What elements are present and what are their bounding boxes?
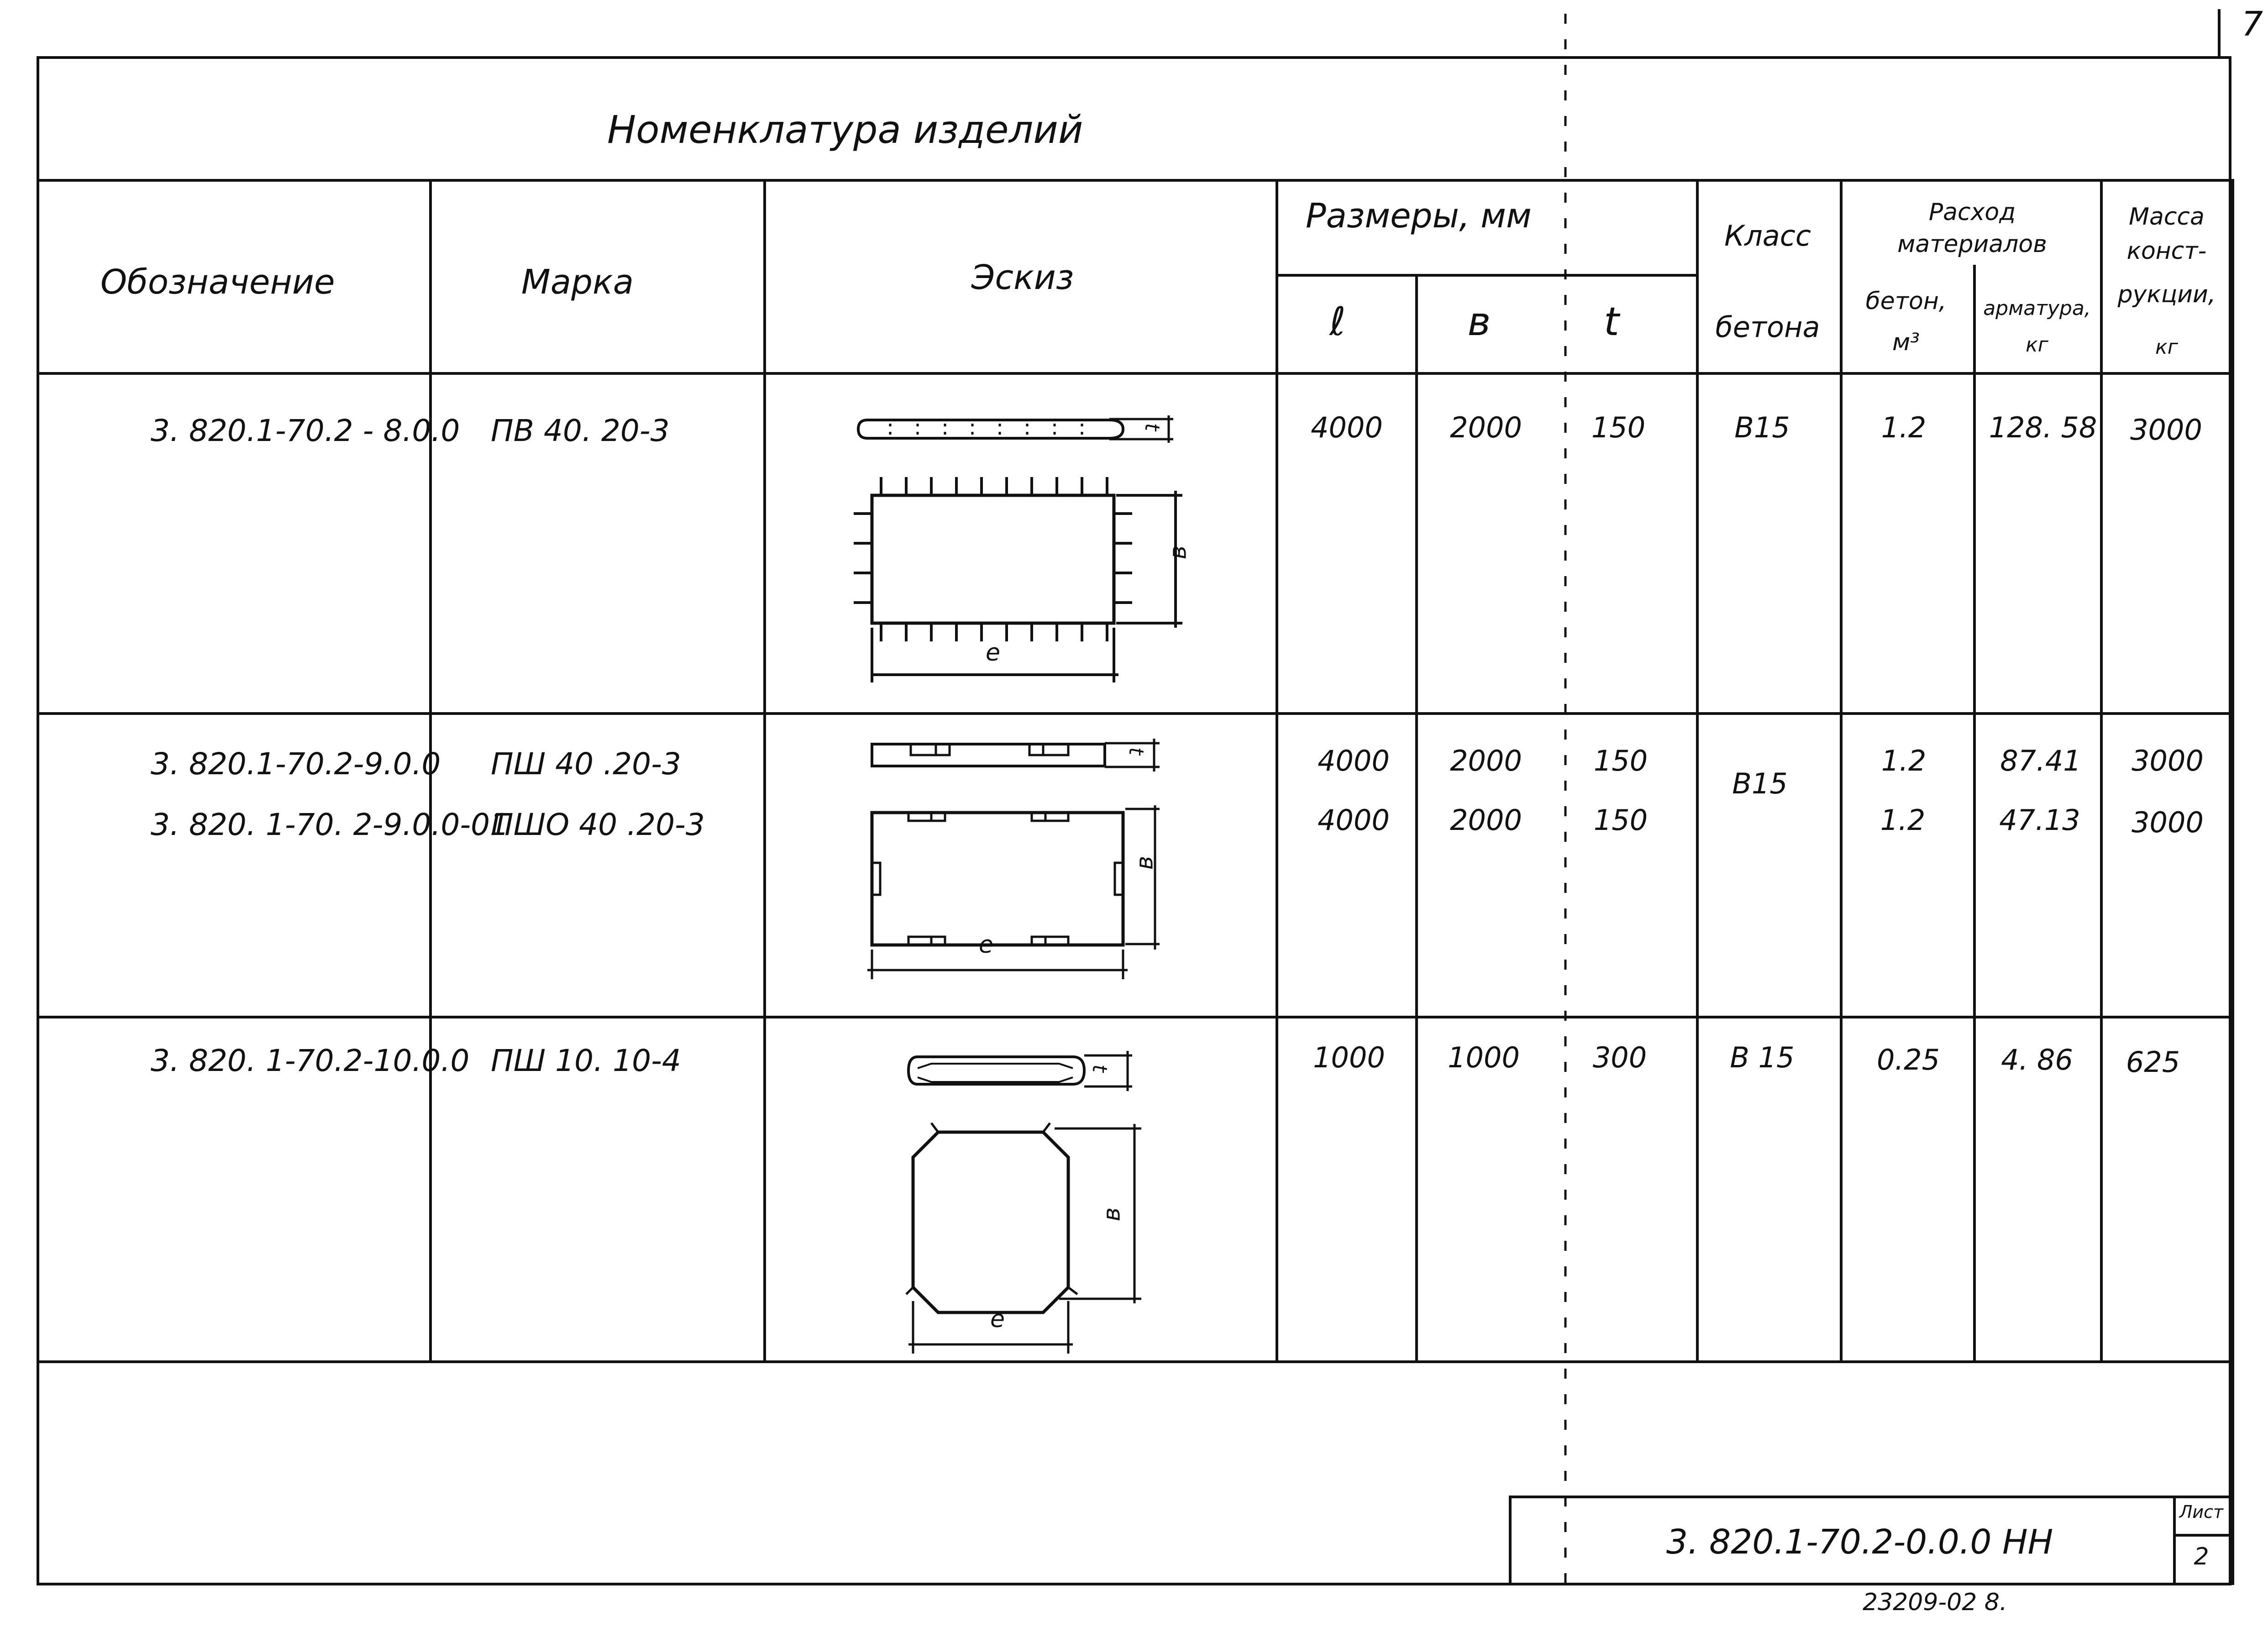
row2-designation: 3. 820.1-70.2-9.0.0 (151, 746, 441, 782)
row2-mass: 3000 (2132, 744, 2204, 777)
row4-mass: 625 (2126, 1045, 2180, 1079)
sketch-pshelf-section (867, 736, 1169, 772)
header-mass-line3: рукции, (2117, 281, 2216, 308)
sketch3-thickness-label: t (1088, 1064, 1112, 1073)
row3-bottom-line (37, 1360, 2231, 1363)
row1-class: В15 (1734, 411, 1790, 444)
row2-concrete: 1.2 (1881, 744, 1927, 777)
col-line-3 (1276, 179, 1278, 1363)
header-dim-b: в (1467, 299, 1491, 345)
header-class-line1: Класс (1724, 219, 1811, 252)
title-block-sheet-number: 2 (2194, 1543, 2209, 1570)
row4-rebar: 4. 86 (2001, 1043, 2073, 1076)
header-materials-line2: материалов (1897, 231, 2047, 258)
row4-designation: 3. 820. 1-70.2-10.0.0 (151, 1043, 470, 1078)
col-line-5 (1696, 179, 1699, 1363)
header-top-line (37, 179, 2231, 182)
row1-mark: ПВ 40. 20-3 (491, 413, 670, 448)
row4-class: В 15 (1730, 1041, 1795, 1074)
footer-number: 23209-02 8. (1863, 1589, 2007, 1616)
dashed-divider (1564, 14, 1568, 1589)
row4-l: 1000 (1313, 1041, 1385, 1074)
row3-b: 2000 (1450, 803, 1522, 837)
row3-mass: 3000 (2132, 806, 2204, 839)
header-materials-line1: Расход (1928, 199, 2016, 226)
row1-rebar: 128. 58 (1989, 411, 2097, 444)
header-class-line2: бетона (1715, 310, 1820, 344)
title-block-left (1509, 1496, 1512, 1585)
col-line-6 (1840, 179, 1843, 1363)
sketch-slab-section (854, 411, 1182, 447)
header-dimensions: Размеры, мм (1306, 196, 1532, 236)
page-number: 7 (2242, 5, 2263, 44)
sketch2-thickness-label: t (1124, 747, 1148, 756)
sketch1-thickness-label: t (1140, 423, 1164, 431)
row4-concrete: 0.25 (1876, 1043, 1940, 1076)
dimensions-sub-line (1278, 274, 1698, 277)
header-designation: Обозначение (100, 262, 335, 302)
title-block-code: 3. 820.1-70.2-0.0.0 НН (1666, 1522, 2053, 1562)
sketch2-length-label: е (979, 931, 993, 959)
row1-b: 2000 (1450, 411, 1522, 444)
row2-rebar: 87.41 (2000, 744, 2081, 777)
row1-mass: 3000 (2130, 413, 2202, 446)
title-block-sheet-label: Лист (2179, 1502, 2224, 1522)
col-line-9 (2231, 179, 2234, 1585)
title-block-sheet-line (2173, 1534, 2231, 1537)
header-mass-line2: конст- (2126, 237, 2207, 265)
row4-b: 1000 (1448, 1041, 1520, 1074)
header-dim-l: ℓ (1329, 299, 1346, 345)
title-block-top (1509, 1496, 2231, 1498)
row1-l: 4000 (1311, 411, 1383, 444)
corner-tick (2218, 9, 2221, 57)
sketch2-width-label: в (1131, 855, 1159, 870)
sketch-slab-plan (854, 470, 1192, 685)
row2-l: 4000 (1318, 744, 1390, 777)
row1-t: 150 (1591, 411, 1646, 444)
sketch-square-plan (904, 1118, 1150, 1356)
header-bottom-line (37, 372, 2231, 375)
sketch3-width-label: в (1098, 1207, 1126, 1222)
col-line-7 (1973, 265, 1976, 1363)
sketch1-length-label: е (986, 639, 1000, 667)
sketch-pshelf-plan (858, 799, 1173, 981)
header-concrete-line1: бетон, (1865, 288, 1947, 315)
row3-mark: ПШО 40 .20-3 (491, 807, 705, 842)
row1-concrete: 1.2 (1881, 411, 1927, 444)
col-line-8 (2100, 179, 2103, 1363)
header-rebar-line2: кг (2026, 333, 2048, 357)
row2-t: 150 (1593, 744, 1648, 777)
page-title: Номенклатура изделий (607, 107, 1083, 152)
row2-b: 2000 (1450, 744, 1522, 777)
header-mass-line4: кг (2155, 336, 2178, 359)
header-mass-line1: Масса (2129, 203, 2205, 231)
header-mark: Марка (521, 262, 634, 302)
row2-class: В15 (1732, 767, 1788, 800)
row3-concrete: 1.2 (1880, 803, 1926, 837)
col-line-2 (763, 179, 766, 1363)
row3-t: 150 (1593, 803, 1648, 837)
row2-mark: ПШ 40 .20-3 (491, 746, 681, 782)
row2-bottom-line (37, 1016, 2231, 1018)
row1-bottom-line (37, 712, 2231, 715)
title-block-sheet-divider (2173, 1496, 2176, 1585)
col-line-4 (1415, 274, 1418, 1363)
sketch3-length-label: е (990, 1306, 1005, 1333)
row4-mark: ПШ 10. 10-4 (491, 1043, 681, 1078)
row3-rebar: 47.13 (1999, 803, 2080, 837)
header-dim-t: t (1604, 299, 1619, 345)
row3-l: 4000 (1318, 803, 1390, 837)
header-rebar-line1: арматура, (1983, 297, 2091, 320)
header-concrete-line2: м³ (1892, 329, 1920, 356)
header-sketch: Эскиз (971, 258, 1074, 297)
sketch1-width-label: в (1164, 545, 1192, 560)
row3-designation: 3. 820. 1-70. 2-9.0.0-01 (151, 807, 509, 842)
row4-t: 300 (1592, 1041, 1647, 1074)
row1-designation: 3. 820.1-70.2 - 8.0.0 (151, 413, 460, 448)
